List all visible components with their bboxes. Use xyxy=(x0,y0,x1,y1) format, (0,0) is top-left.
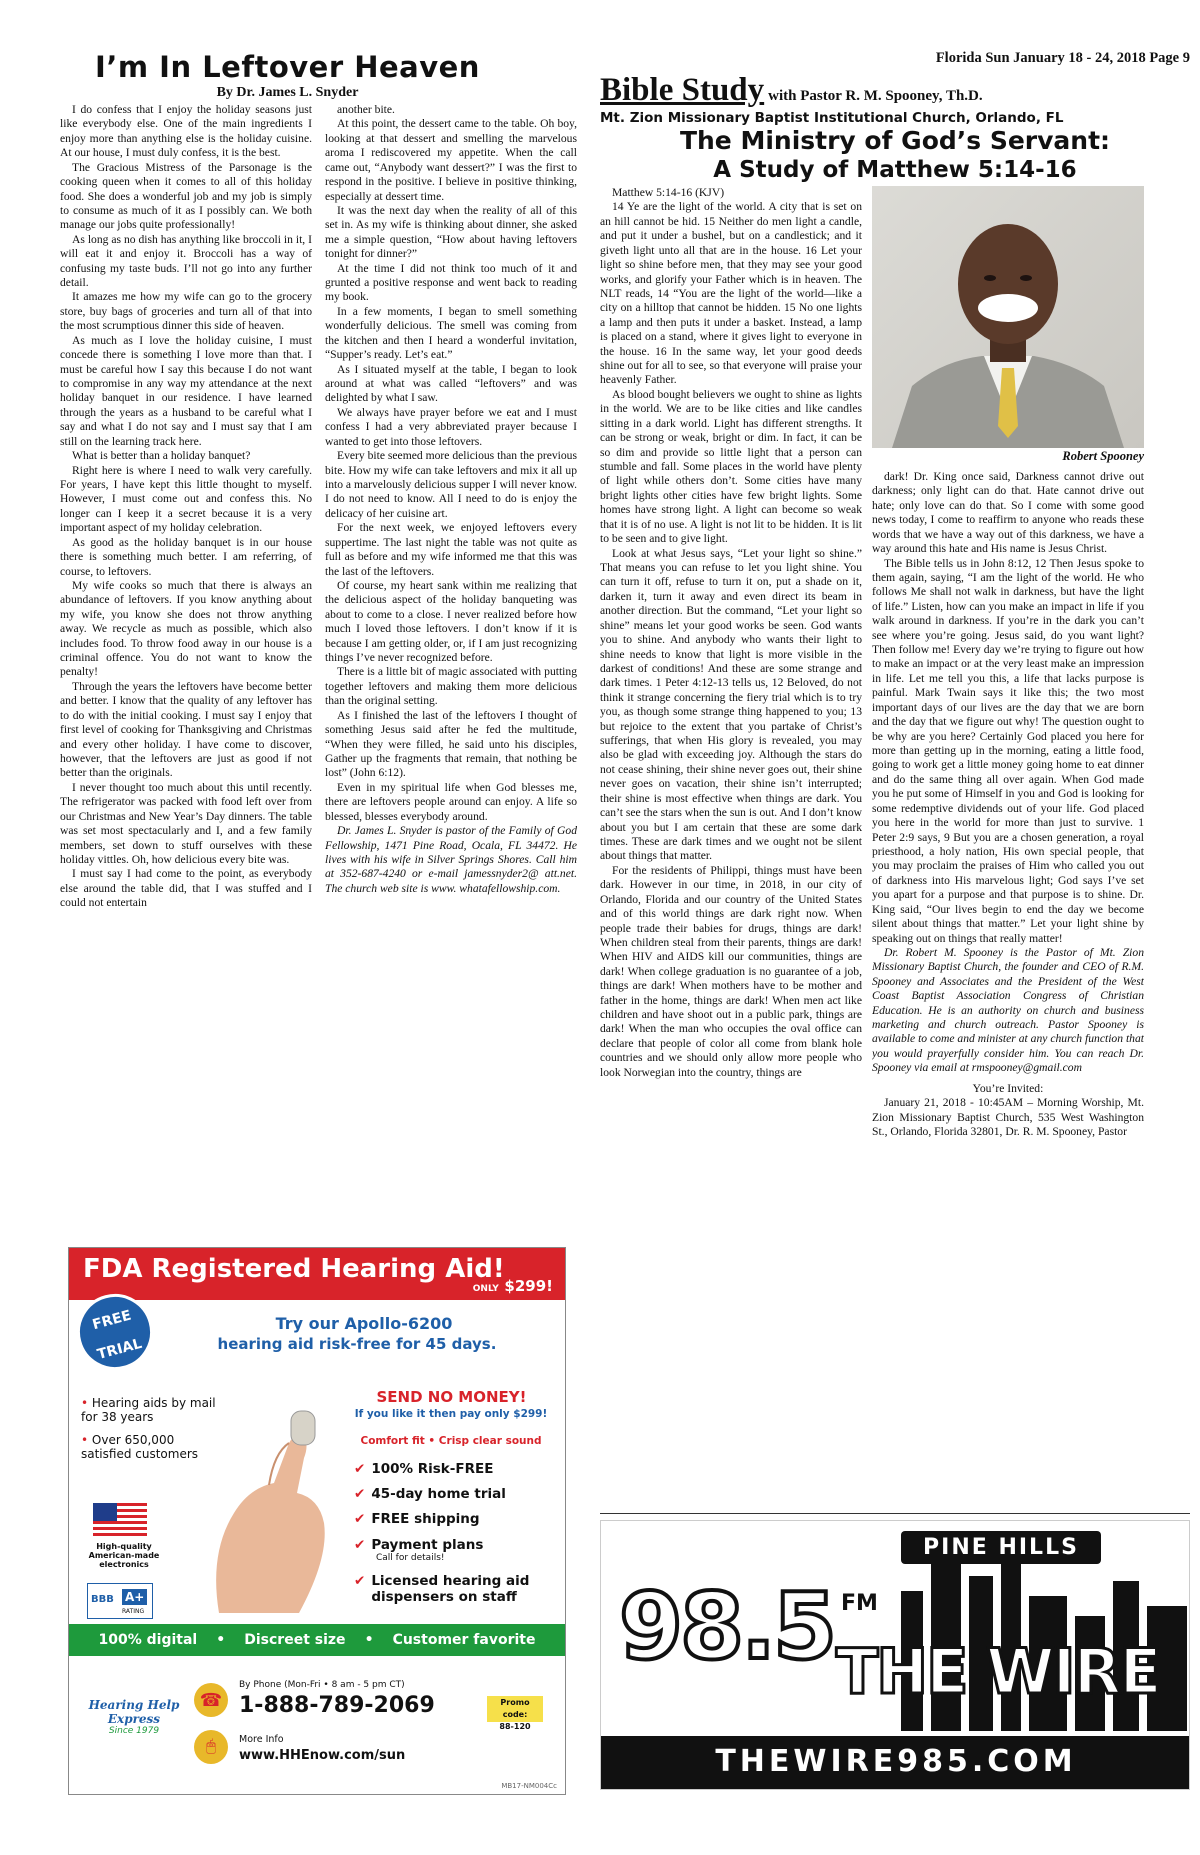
check-item: ✔ Payment plans xyxy=(354,1536,484,1553)
article-column-2 xyxy=(325,103,577,1225)
payment-note: Call for details! xyxy=(376,1552,445,1563)
brand-since: Since 1979 xyxy=(108,1726,160,1736)
flag-caption: High-quality American-made electronics xyxy=(88,1542,160,1569)
article-paragraph: I never thought too much about this until recently. The refrigerator was packed with food left over from our Christmas and New Year’s Day dinners. The table was set most spectacularly and I, and a few family members, set down to stuff ourselves with these holiday vittles. Oh, how delicious every bite was. xyxy=(60,780,312,866)
article-paragraph: There is a little bit of magic associated with putting together leftovers and making them more delicious than the original setting. xyxy=(325,665,577,708)
bar-item: Customer favorite xyxy=(392,1632,536,1648)
photo-caption: Robert Spooney xyxy=(1062,449,1144,463)
brand-name: Hearing Help Express xyxy=(88,1698,180,1726)
bar-item: 100% digital xyxy=(98,1632,198,1648)
article-paragraph: As I finished the last of the leftovers I thought of something Jesus said after he fed the multitude, “When they were filled, he said unto his disciples, Gather up the fragments that remain, that nothing be lost” (John 6:12). xyxy=(325,708,577,780)
article-paragraph: What is better than a holiday banquet? xyxy=(72,449,251,463)
article-paragraph: For the next week, we enjoyed leftovers every suppertime. The last night the table was not quite as full as before and my wife informed me that this was the last of the leftovers. xyxy=(325,521,577,578)
ad-green-bar: 100% digital • Discreet size • Customer favorite xyxy=(69,1624,565,1656)
article-byline: By Dr. James L. Snyder xyxy=(216,85,359,100)
article-paragraph: Through the years the leftovers have become better and better. I know that the quality of any leftover has to do with the initial cooking. I must say I enjoy that first level of cooking for Thanksgiving and Christmas and every other holiday. I have come to discover, however, that the leftovers are just as good if not better than the originals. xyxy=(60,679,312,780)
radio-station-name: THE WIRE xyxy=(836,1635,1160,1708)
phone-number[interactable]: 1-888-789-2069 xyxy=(239,1693,435,1718)
ad-banner-title: FDA Registered Hearing Aid! xyxy=(83,1254,505,1284)
church-name: Mt. Zion Missionary Baptist Institutional Church, Orlando, FL xyxy=(600,110,1064,126)
article-paragraph: I must say I had come to the point, as everybody else around the table did, that I was stuffed and I could not entertain xyxy=(60,867,312,910)
promo-code-box: Promo code: 88-120 xyxy=(487,1696,543,1722)
radio-ad xyxy=(600,1520,1190,1790)
bible-study-subhead: A Study of Matthew 5:14-16 xyxy=(713,157,1077,183)
article-paragraph: As good as the holiday banquet is in our house there is something much better. I am referring, of course, to leftovers. xyxy=(60,535,312,578)
if-you-like: If you like it then pay only $299! xyxy=(354,1408,548,1420)
check-list xyxy=(354,1461,559,1605)
article-paragraph: Of course, my heart sank within me realizing that the delicious aspect of the holiday banqueting was about to come to a close. I never realized before how much I loved those leftovers. I don’t know if it is because I am getting older, or, if I am just recognizing things I’ve never recognized before. xyxy=(325,578,577,665)
check-item: ✔ Licensed hearing aid dispensers on staff xyxy=(354,1572,530,1605)
article-paragraph: another bite. xyxy=(337,103,395,116)
masthead: Florida Sun January 18 - 24, 2018 Page 9 xyxy=(935,50,1190,66)
phone-icon: ☎ xyxy=(194,1683,228,1717)
ad-fact-1: • Hearing aids by mail for 38 years xyxy=(81,1396,216,1424)
more-info-label: More Info xyxy=(239,1734,284,1745)
article-paragraph: It amazes me how my wife can go to the grocery store, buy bags of groceries and turn all of that into the most scrumptious dinner this side of heaven. xyxy=(60,290,312,333)
article-paragraph: dark! Dr. King once said, Darkness cannot drive out darkness; only light can do that. Hate cannot drive out hate; only love can do that. So I come with some good news today, I come to reaffirm to anyone who reads these words that we have a way out of this darkness, we have a way around this hate and His name is Jesus Christ. xyxy=(872,470,1144,556)
article-paragraph: The Gracious Mistress of the Parsonage is the cooking queen when it comes to all of this holiday food. She does a wonderful job and my job is simply to consume as much of it as I possibly can. We both manage our jobs quite professionally! xyxy=(60,160,312,232)
bar-item: Discreet size xyxy=(244,1632,346,1648)
pastor-bio: Dr. Robert M. Spooney is the Pastor of Mt. Zion Missionary Baptist Church, the founder and CEO of R.M. Spooney and Associates and the President of the West Coast Baptist Association Congress of Christian Education. He is an authority on church and business marketing and church outreach. Pastor Spooney is available to come and minister at any church function that you would prayerfully consider him. You can reach Dr. Spooney via email at rmspooney@gmail.com xyxy=(872,945,1144,1075)
pastor-portrait-illustration xyxy=(872,186,1144,448)
check-item: ✔ FREE shipping xyxy=(354,1511,480,1528)
bible-study-column-b xyxy=(872,470,1144,1460)
bible-study-divider xyxy=(600,1513,1190,1514)
article-title: I’m In Leftover Heaven xyxy=(95,50,480,84)
hand-illustration xyxy=(179,1383,349,1613)
check-item: ✔ 45-day home trial xyxy=(354,1486,506,1503)
article-paragraph: My wife cooks so much that there is always an abundance of leftovers. If you know anything about my wife, you know she does not throw anything away. We recycle as much as possible, which also includes food. To throw food away in our house is a criminal offence. You do not want to know the penalty! xyxy=(60,578,312,679)
try-line-2: hearing aid risk-free for 45 days. xyxy=(217,1335,497,1353)
bible-study-headline: The Ministry of God’s Servant: xyxy=(679,126,1111,155)
hearing-aid-ad xyxy=(68,1247,566,1795)
check-item: ✔ 100% Risk-FREE xyxy=(354,1461,494,1477)
article-paragraph: At the time I did not think too much of it and grunted a positive response and went back to reading my book. xyxy=(325,261,577,304)
article-paragraph: The Bible tells us in John 8:12, 12 Then Jesus spoke to them again, saying, “I am the light of the world. He who follows Me shall not walk in darkness, but have the light of life.” Listen, how can you make an impact in life if you walk around in darkness. If you’re in the dark you can’t see where you’re going. Jesus said, do you want light? Then follow me! Every day we’re trying to figure out how to make an impact or at the very least make an impression in life. Let me tell you this, a life that lacks purpose is painful. Mark Twain says it like this; the two most important days of our lives are the day that we are born and the day that we figure out why! The question ought to be why are you here? Certainly God placed you here for more than getting up in the morning, eating a little food, going to work get a little money going home to eat dinner and do the same thing all over again. When God made you he put some of Himself in you and God is looking for some redemptive dividends out of your life. God placed you here in the world for more than just to survive. 1 Peter 2:9 says, 9 But you are a chosen generation, a royal priesthood, a holy nation, His own special people, that you may proclaim the praises of Him who called you out of darkness into His marvelous light; God says I’ve set you apart for a purpose and that purpose is to shine. Dr. King said, “Our lives begin to end the day we become silent about things that matter.” Let your light shine by speaking out on things that really matter! xyxy=(872,556,1144,945)
article-paragraph: As I situated myself at the table, I began to look around at what was called “leftovers” and was delighted by what I saw. xyxy=(325,362,577,405)
radio-url[interactable]: THEWIRE985.COM xyxy=(715,1744,1077,1779)
article-column-1 xyxy=(60,103,312,1225)
ad-price: $299! xyxy=(504,1277,553,1295)
radio-frequency: 98.5 xyxy=(619,1573,834,1680)
ad-fact-2: • Over 650,000 satisfied customers xyxy=(81,1433,199,1461)
article-paragraph: It was the next day when the reality of all of this set in. As my wife is thinking about dinner, she asked me a simple question, “How about having leftovers tonight for dinner?” xyxy=(325,203,577,261)
bible-study-column-a xyxy=(600,186,862,1411)
article-paragraph: We always have prayer before we eat and I must confess I had a very abbreviated prayer because I wanted to get into those leftovers. xyxy=(325,405,577,448)
bible-study-header xyxy=(600,72,1190,109)
bible-study-with: with Pastor R. M. Spooney, Th.D. xyxy=(768,88,983,104)
send-no-money: SEND NO MONEY! xyxy=(376,1388,527,1406)
ad-banner xyxy=(69,1248,565,1300)
article-paragraph: At this point, the dessert came to the table. Oh boy, looking at that dessert and smelling the marvelous aroma I rediscovered my appetite. When the call came out, “Anybody want dessert?” I was the first to respond in the positive. I believe in positive thinking, especially at dessert time. xyxy=(325,117,577,203)
mouse-icon: 🖱 xyxy=(194,1730,228,1764)
invite-title: You’re Invited: xyxy=(972,1081,1044,1095)
bbb-badge: BBB A+ RATING xyxy=(87,1583,153,1619)
author-bio: Dr. James L. Snyder is pastor of the Family of God Fellowship, 1471 Pine Road, Ocala, FL 34472. He lives with his wife in Silver Springs Shores. Call him at 352-687-4240 or e-mail jamessnyder2@ att.net. The church web site is www. whatafellowship.com. xyxy=(325,824,577,895)
brand-logo xyxy=(79,1698,189,1736)
us-flag-icon xyxy=(93,1503,147,1537)
article-paragraph: I do confess that I enjoy the holiday seasons just like everybody else. One of the main ingredients I enjoy more than anything else is the holiday cuisine. At our house, I must duly confess, it is the best. xyxy=(60,103,312,160)
comfort-line: Comfort fit • Crisp clear sound xyxy=(360,1435,542,1447)
article-paragraph: Every bite seemed more delicious than the previous bite. How my wife can take leftovers and mix it all up into a marvelously delicious supper I will never know. I do not need to know. All I need to do is enjoy the delicacy of her cuisine art. xyxy=(325,449,577,520)
article-paragraph: Matthew 5:14-16 (KJV) xyxy=(612,186,725,199)
ad-url[interactable]: www.HHEnow.com/sun xyxy=(239,1748,406,1763)
article-paragraph: As much as I love the holiday cuisine, I must concede there is something I love more than that. I must be careful how I say this because I do not want to compromise in any way my attendance at the next holiday banquet in our residence. I have learned through the years as a husband to be careful what I say and what I do not say and I must say that I am still on the learning track here. xyxy=(60,333,312,448)
article-paragraph: Right here is where I need to walk very carefully. For years, I have kept this little thought to myself. However, I must come out and confess this. No longer can I keep it a secret because it is a very important aspect of my holiday celebration. xyxy=(60,463,312,535)
article-paragraph: In a few moments, I began to smell something wonderfully delicious. The smell was coming from the kitchen and then I heard a wonderful invitation, “Supper’s ready. Let’s eat.” xyxy=(325,304,577,362)
radio-fm: FM xyxy=(841,1591,878,1616)
bible-study-title: Bible Study xyxy=(600,72,765,108)
phone-label: By Phone (Mon-Fri • 8 am - 5 pm CT) xyxy=(239,1680,405,1690)
article-paragraph: Look at what Jesus says, “Let your light so shine.” That means you can refuse to let you light shine. You can turn it off, refuse to turn it on, put a shade on it, darken it, turn it away and even direct its beam in another direction. But the command, “Let your light so shine” means let your good works be seen. God wants you to shine. And anybody who wants their light to shine needs to know that light is more visible in the darkest of conditions! And these are some strange and dark times. 1 Peter 4:12-13 tells us, 12 Beloved, do not think it strange concerning the fiery trial which is to try you, as though some strange thing happened to you; 13 but rejoice to the extent that you partake of Christ’s sufferings, that when His glory is revealed, you may also be glad with exceeding joy. Although the stars do not cease shining, their shine never goes out, their shine never goes on vacation, their shine isn’t interrupted; their shine is most effective when things are dark. You can’t see the stars when the sun is out. And I don’t know about you but I am certain that these are some dark times. These are dark times and we ought not be silent about things that matter. xyxy=(600,546,862,863)
ad-code: MB17-NM004Cc xyxy=(501,1782,557,1790)
article-paragraph: 14 Ye are the light of the world. A city that is set on an hill cannot be hid. 15 Neither do men light a candle, and put it under a bushel, but on a candlestick; and it giveth light unto all that are in the house. 16 Let your light so shine before men, that they may see your good works, and glorify your Father which is in heaven. The NLT reads, 14 “You are the light of the world—like a city on a hilltop that cannot be hidden. 15 No one lights a lamp and then puts it under a basket. Instead, a lamp is placed on a stand, where it gives light to everyone in the house. 16 In the same way, let your good deeds shine out for all to see, so that everyone will praise your heavenly Father. xyxy=(600,200,862,387)
pine-hills-label: PINE HILLS xyxy=(901,1531,1101,1564)
try-line-1: Try our Apollo-6200 xyxy=(275,1314,453,1333)
article-paragraph: As blood bought believers we ought to shine as lights in the world. We are to be like cities and like candles sitting in a dark world. Light has different strengths. It can be strong or weak, bright or dim. In fact, it can be so dim and provide so little light that a person can stumble and fall. Some places in the world have plenty of light while others don’t. Some cities have many bright lights other cities have few bright lights. Some homes have strong light. A light can become so weak that it is of no use. A light is not lit to be hidden. It is lit to be seen and to give light. xyxy=(600,387,862,546)
article-paragraph: For the residents of Philippi, things must have been dark. However in our time, in 2018, in our city of Orlando, Florida and our country of the United States and of this world things are dark right now. When people trade their babies for drugs, things are dark! When children steal from their parents, things are dark! When HIV and AIDS kill our communities, things are dark! When college graduation is no guarantee of a job, things are dark! When mothers have to be mother and father in the home, things are dark! When men act like children and have shoot out in a public park, things are dark! When the man who occupies the oval office can declare that people of color all come from blank hole countries and we should only allow more people who look Norwegian into the country, things are xyxy=(600,863,862,1079)
free-trial-text: FREE TRIAL xyxy=(90,1307,144,1363)
article-paragraph: As long as no dish has anything like broccoli in it, I will eat it and enjoy it. Broccoli has a way of confusing my taste buds. I’ll not go into any further detail. xyxy=(60,232,312,290)
article-paragraph: Even in my spiritual life when God blesses me, there are leftovers people around can enjoy. A life so blessed, blesses everybody around. xyxy=(325,780,577,823)
invite-text: January 21, 2018 - 10:45AM – Morning Worship, Mt. Zion Missionary Baptist Church, 535 West Washington St., Orlando, Florida 32801, Dr. R. M. Spooney, Pastor xyxy=(872,1096,1144,1138)
pastor-photo xyxy=(872,186,1144,448)
ad-price-label: ONLY xyxy=(472,1284,499,1294)
